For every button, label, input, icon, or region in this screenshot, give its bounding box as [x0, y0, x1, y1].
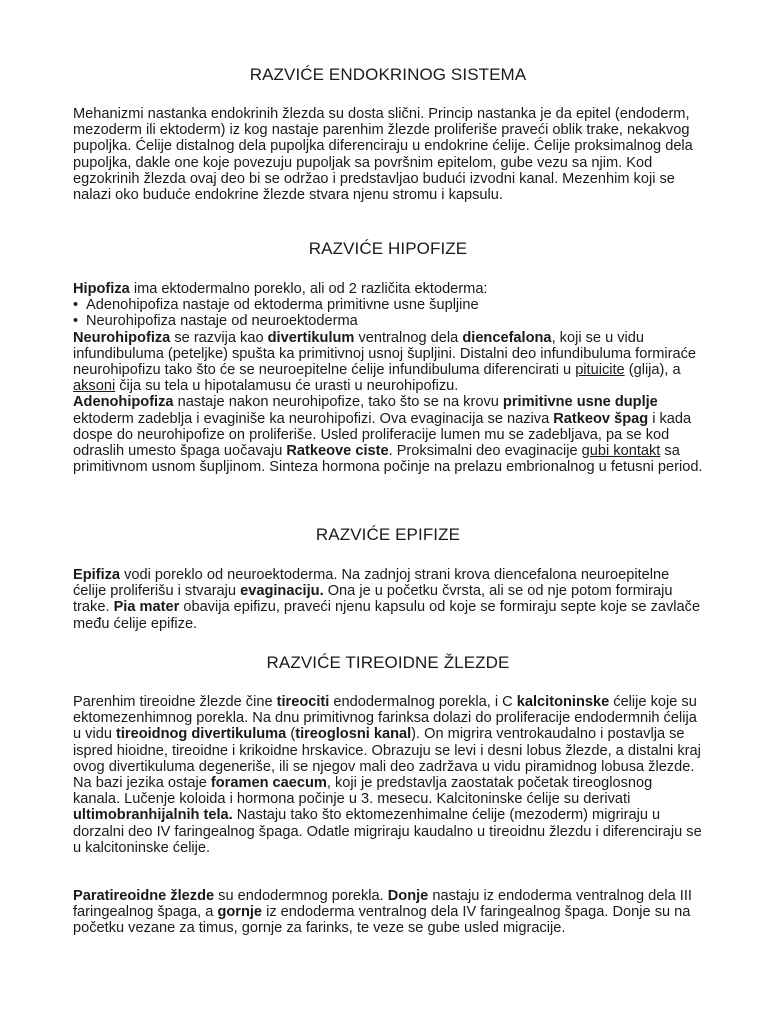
bullet-dot-icon: • [73, 297, 79, 314]
paragraph-thyroid [73, 694, 703, 856]
text: obavija epifizu, praveći njenu kapsulu od koje se formiraju septe koje se zavlače među ćelije epifize. [73, 599, 701, 632]
term: Paratireoidne žlezde [73, 888, 215, 904]
paragraph-parathyroid [73, 888, 703, 937]
text: Ona je u početku čvrsta, ali se od nje potom formiraju trake. [73, 583, 673, 616]
paragraph-hypophysis [73, 281, 703, 475]
text: vodi poreklo od neuroektoderma. Na zadnjoj strani krova diencefalona neuroepitelne ćelije proliferišu i stvaraju [73, 567, 670, 600]
section-title-hypophysis: RAZVIĆE HIPOFIZE [308, 239, 468, 258]
paragraph-epiphysis [73, 567, 703, 632]
term: ultimobranhijalnih tela. [73, 807, 233, 824]
parathyroid-paragraph [73, 888, 703, 937]
term: foramen caecum [210, 775, 327, 792]
text: endodermalnog porekla, i C [329, 694, 517, 710]
text: ektoderm zadeblja i evaginiše ka neurohipofizi. Ova evaginacija se naziva [73, 410, 554, 427]
term: Ratkeove ciste [286, 443, 389, 460]
section-title-endocrine: RAZVIĆE ENDOKRINOG SISTEMA [249, 65, 527, 84]
text: se razvija kao [170, 329, 268, 346]
text: ćelije koje su ektomezenhimnog porekla. Na dnu primitivnog farinksa dolazi do proliferacije endodermnih ćelija u vidu [73, 694, 697, 743]
term: Ratkeov špag [553, 410, 649, 427]
term: Neurohipofiza [73, 329, 171, 346]
term: kalcitoninske [516, 694, 610, 710]
term: tireoglosni kanal [295, 726, 412, 743]
bullet-text: Neurohipofiza nastaje od neuroektoderma [86, 313, 358, 330]
term: divertikulum [267, 329, 355, 346]
hypophysis-intro [73, 281, 703, 297]
text: čija su tela u hipotalamusu će urasti u neurohipofizu. [115, 378, 459, 395]
underlined-term: gubi kontakt [581, 443, 661, 460]
intro-text: ima ektodermalno poreklo, ali od 2 različita ektoderma: [129, 281, 488, 297]
epiphysis-paragraph [73, 567, 703, 632]
paragraph-text: Mehanizmi nastanka endokrinih žlezda su dosta slični. Princip nastanka je da epitel (endoderm, mezoderm ili ektoderm) iz kog nastaje parenhim žlezde proliferiše praveći oblik trake, nekakvog pupoljka. Ćelije distalnog dela pupoljka diferenciraju u endokrine ćelije. Ćelije proksimalnog dela pupoljka, dakle one koje povezuju pupoljak sa površnim epitelom, gube vezu sa njim. Kod egzokrinih žlezda ovaj deo bi se održao i predstavljao budući izvodni kanal. Mezenhim koji se nalazi oko buduće endokrine žlezde stvara njenu stromu i kapsulu. [73, 106, 693, 204]
section-title-epiphysis: RAZVIĆE EPIFIZE [315, 525, 461, 544]
paragraph-endocrine [73, 106, 703, 203]
bullet-dot-icon: • [73, 313, 79, 330]
thyroid-paragraph [73, 694, 703, 856]
text: nastaju iz endoderma ventralnog dela III faringealnog špaga, a [73, 888, 692, 921]
text: ). On migrira ventrokaudalno i postavlja se ispred hioidne, tireoidne i krikoidne hrskavice. Obrazuju se levi i desni lobus žlezde, a distalni kraj ovog divertikuluma degeneriše, ili se njegov mali deo zadržava u vidu piramidnog lobusa žlezde. Na bazi jezika ostaje [73, 726, 701, 792]
term: evaginaciju. [240, 583, 324, 600]
text: nastaje nakon neurohipofize, tako što se na krovu [173, 394, 503, 411]
text: su endodermnog porekla. [214, 888, 388, 904]
term: Adenohipofiza [73, 394, 174, 411]
term-hipofiza: Hipofiza [73, 281, 130, 297]
bullet-text: Adenohipofiza nastaje od ektoderma primitivne usne šupljine [86, 297, 479, 314]
adenohypophysis-paragraph [73, 394, 703, 475]
underlined-term: aksoni [73, 378, 116, 395]
neurohypophysis-paragraph [73, 330, 703, 395]
term: tireociti [276, 694, 330, 710]
bullet-item [73, 297, 703, 313]
term: Pia mater [113, 599, 180, 616]
text: Parenhim tireoidne žlezde čine [73, 694, 277, 710]
text: . Proksimalni deo evaginacije [388, 443, 582, 460]
text: ventralnog dela [354, 329, 463, 346]
underlined-term: pituicite [575, 362, 625, 379]
text: iz endoderma ventralnog dela IV faringealnog špaga. Donje su na početku vezane za timus, gornje za farinks, te veze se gube usled migracije. [73, 904, 691, 937]
section-title-thyroid: RAZVIĆE TIREOIDNE ŽLEZDE [266, 653, 510, 672]
text: sa primitivnom usnom šupljinom. Sinteza hormona počinje na prelazu embrionalnog u fetusni period. [73, 443, 703, 476]
term: diencefalona [462, 329, 552, 346]
text: ( [286, 726, 296, 743]
term: primitivne usne duplje [502, 394, 658, 411]
text: (glija), a [624, 362, 681, 379]
bullet-item [73, 313, 703, 329]
term: tireoidnog divertikuluma [116, 726, 287, 743]
term: Epifiza [73, 567, 121, 583]
term: gornje [217, 904, 263, 921]
text: , koji je predstavlja zaostatak početak tireoglosnog kanala. Lučenje koloida i hormona počinje u 3. mesecu. Kalcitoninske ćelije su derivati [73, 775, 653, 808]
term: Donje [387, 888, 429, 904]
text: i kada dospe do neurohipofize on proliferiše. Usled proliferacije lumen mu se zadebljava, pa se kod odraslih umesto špaga uočavaju [73, 410, 692, 460]
text: Nastaju tako što ektomezenhimalne ćelije (mezoderm) migriraju u dorzalni deo IV faringealnog špaga. Odatle migriraju kaudalno u tireoidnu žlezdu i diferenciraju se u kalcitoninske ćelije. [73, 807, 702, 856]
text: , koji se u vidu infundibuluma (peteljke) spušta ka primitivnoj usnoj šupljini. Distalni deo infundibuluma formiraće neurohipofizu tako što će se neuroepitelne ćelije infundibuluma diferencirati u [73, 329, 696, 379]
